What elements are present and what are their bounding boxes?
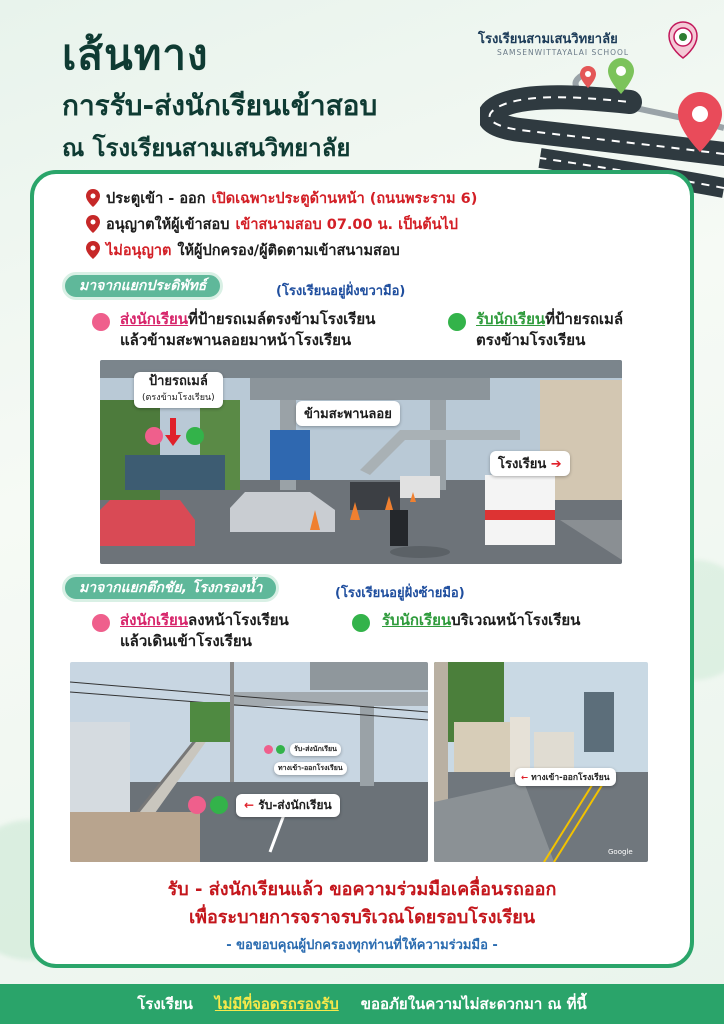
page-subtitle: การรับ-ส่งนักเรียนเข้าสอบ — [62, 89, 378, 122]
callout-gate-small: ทางเข้า-ออกโรงเรียน — [274, 762, 347, 775]
callout-gate — [515, 768, 616, 786]
callout-school — [490, 451, 570, 476]
pickup-dot-icon — [448, 313, 466, 331]
footer-highlight: ไม่มีที่จอดรถรองรับ — [214, 995, 339, 1013]
dropoff-keyword: ส่งนักเรียน — [120, 611, 189, 629]
rule-no-parents-text: ให้ผู้ปกครอง/ผู้ติดตามเข้าสนามสอบ — [177, 242, 400, 259]
map-pin-icon — [86, 215, 100, 233]
pickup-keyword: รับนักเรียน — [382, 611, 452, 629]
map-watermark: Google — [608, 848, 633, 856]
dropoff-instruction-1 — [120, 309, 375, 351]
pickup-instruction-2 — [382, 610, 580, 631]
pickup-keyword: รับนักเรียน — [476, 310, 546, 328]
dropoff-line-1: ลงหน้าโรงเรียน — [188, 611, 289, 629]
footer-part-1: โรงเรียน — [137, 995, 193, 1013]
rule-no-parents-highlight: ไม่อนุญาต — [106, 242, 172, 259]
rule-gate-text: ประตูเข้า - ออก — [106, 190, 206, 207]
photo-dropoff-dot-icon — [145, 427, 163, 445]
thanks-note: - ขอขอบคุณผู้ปกครองทุกท่านที่ให้ความร่วมมือ - — [226, 938, 498, 953]
rule-entry-text: อนุญาตให้ผู้เข้าสอบ — [106, 216, 230, 233]
arrow-left-icon: ← — [521, 773, 529, 783]
pickup-line-1: ที่ป้ายรถเมล์ — [545, 310, 624, 328]
callout-bus-stop-label: ป้ายรถเมล์ — [148, 374, 208, 389]
section-note-left-side: (โรงเรียนอยู่ฝั่งซ้ายมือ) — [335, 586, 465, 601]
footer-banner — [0, 984, 724, 1024]
page-title: เส้นทาง — [62, 30, 209, 79]
photo-dropoff-dot-icon — [188, 796, 206, 814]
rule-gate — [86, 186, 477, 210]
closing-line-2: เพื่อระบายการจราจรบริเวณโดยรอบโรงเรียน — [188, 907, 536, 928]
rule-gate-highlight: เปิดเฉพาะประตูด้านหน้า (ถนนพระราม 6) — [211, 190, 478, 207]
dropoff-line-2: แล้วข้ามสะพานลอยมาหน้าโรงเรียน — [120, 331, 352, 349]
photo-pickup-dot-icon — [186, 427, 204, 445]
pickup-dot-icon — [352, 614, 370, 632]
dropoff-line-1: ที่ป้ายรถเมล์ตรงข้ามโรงเรียน — [188, 310, 376, 328]
street-photo-school-gate — [434, 662, 648, 862]
pickup-instruction-1 — [476, 309, 623, 351]
footer-part-2: ขออภัยในความไม่สะดวกมา ณ ที่นี้ — [360, 995, 587, 1013]
map-pin-icon — [86, 241, 100, 259]
arrow-right-icon: ➔ — [550, 457, 562, 472]
section-note-right-side: (โรงเรียนอยู่ฝั่งขวามือ) — [276, 284, 406, 299]
closing-line-1: รับ - ส่งนักเรียนแล้ว ขอความร่วมมือเคลื่อนรถออก — [167, 879, 557, 900]
dropoff-keyword: ส่งนักเรียน — [120, 310, 189, 328]
rule-entry-highlight: เข้าสนามสอบ 07.00 น. เป็นต้นไป — [235, 216, 459, 233]
callout-bus-stop — [134, 372, 223, 408]
map-pin-icon — [86, 189, 100, 207]
pickup-line-2: ตรงข้ามโรงเรียน — [476, 331, 586, 349]
pickup-line-1: บริเวณหน้าโรงเรียน — [451, 611, 581, 629]
dropoff-dot-icon — [92, 614, 110, 632]
section-tag-tuekchai: มาจากแยกตึกชัย, โรงกรองน้ำ — [62, 574, 279, 602]
arrow-left-icon: ← — [244, 798, 255, 812]
dropoff-instruction-2 — [120, 610, 289, 652]
dropoff-line-2: แล้วเดินเข้าโรงเรียน — [120, 632, 252, 650]
photo-dropoff-dot-icon — [264, 745, 273, 754]
street-photo-tuekchai — [70, 662, 428, 862]
school-emblem-icon — [666, 20, 700, 60]
page-subtitle-location: ณ โรงเรียนสามเสนวิทยาลัย — [62, 134, 351, 162]
photo-pickup-dot-icon — [276, 745, 285, 754]
callout-pickdrop-small: รับ-ส่งนักเรียน — [290, 743, 341, 756]
school-name-english: SAMSENWITTAYALAI SCHOOL — [497, 48, 630, 57]
section-tag-pradiphat: มาจากแยกประดิพัทธ์ — [62, 272, 223, 300]
school-name-thai: โรงเรียนสามเสนวิทยาลัย — [478, 32, 618, 47]
callout-pickdrop-label: รับ-ส่งนักเรียน — [258, 798, 332, 812]
dropoff-dot-icon — [92, 313, 110, 331]
rule-no-parents — [86, 238, 400, 262]
photo-pickup-dot-icon — [210, 796, 228, 814]
callout-pickdrop — [236, 794, 340, 817]
callout-overpass: ข้ามสะพานลอย — [296, 401, 400, 426]
rule-entry-time — [86, 212, 458, 236]
callout-gate-label: ทางเข้า-ออกโรงเรียน — [531, 773, 610, 783]
arrow-down-icon — [165, 418, 181, 446]
callout-bus-stop-sub: (ตรงข้ามโรงเรียน) — [142, 393, 215, 403]
callout-school-label: โรงเรียน — [498, 457, 547, 472]
